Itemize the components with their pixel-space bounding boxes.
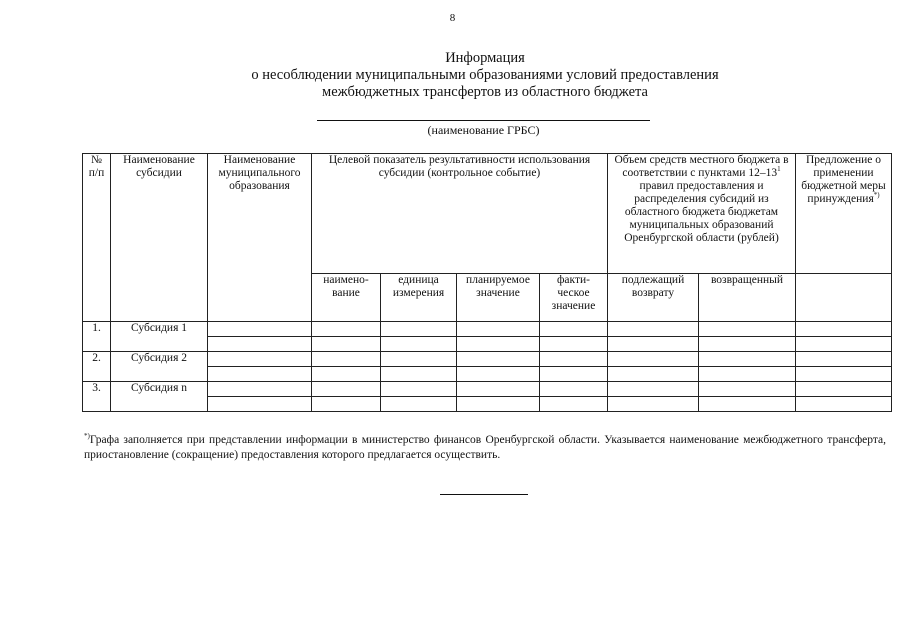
subheader-planned: планируемое значение <box>457 274 540 322</box>
local-funds-text: Объем средств местного бюджета в соответствии с пунктами 12–13 <box>614 154 789 179</box>
title-line-3: межбюджетных трансфертов из областного бюджета <box>322 84 648 100</box>
table-row <box>83 322 892 337</box>
header-local-funds <box>608 154 796 274</box>
header-target-indicator: Целевой показатель результативности использования субсидии (контрольное событие) <box>312 154 608 274</box>
table-row <box>83 382 892 397</box>
row-num: 3. <box>83 382 111 412</box>
subheader-actual: факти-ческое значение <box>540 274 608 322</box>
end-separator <box>440 494 528 495</box>
title-line-2: о несоблюдении муниципальными образованиями условий предоставления <box>251 67 719 83</box>
header-subsidy-name: Наименование субсидии <box>111 154 208 322</box>
subheader-to-return: подлежащий возврату <box>608 274 699 322</box>
row-subsidy-name: Субсидия 1 <box>111 322 208 352</box>
header-proposal <box>796 154 892 274</box>
row-num: 2. <box>83 352 111 382</box>
report-table <box>82 153 892 412</box>
document-title <box>0 50 905 101</box>
local-funds-text-tail: правил предоставления и распределения субсидий из областного бюджета бюджетам муниципальных образований Оренбургской области (рублей) <box>624 180 779 244</box>
title-line-1: Информация <box>445 50 525 66</box>
footnote <box>84 433 886 463</box>
subheader-proposal-empty <box>796 274 892 322</box>
proposal-text: Предложение о применении бюджетной меры принуждения <box>801 154 886 205</box>
row-subsidy-name: Субсидия 2 <box>111 352 208 382</box>
subheader-returned: возвращенный <box>699 274 796 322</box>
footnote-text: Графа заполняется при представлении информации в министерство финансов Оренбургской области. Указывается наименование межбюджетного трансферта, приостановление (сокращение) предоставления которого предлагается осуществить. <box>84 434 886 461</box>
local-funds-footnote-ref: 1 <box>777 165 781 174</box>
header-num: № п/п <box>83 154 111 322</box>
row-subsidy-name: Субсидия n <box>111 382 208 412</box>
subheader-unit: единица измерения <box>381 274 457 322</box>
header-municipality-name: Наименование муниципального образования <box>208 154 312 322</box>
footnote-marker: *) <box>84 432 90 441</box>
row-num: 1. <box>83 322 111 352</box>
grbs-underline <box>317 120 650 121</box>
grbs-caption: (наименование ГРБС) <box>427 123 540 137</box>
subheader-indicator-name: наимено-вание <box>312 274 381 322</box>
table-row <box>83 352 892 367</box>
page-number: 8 <box>449 12 456 24</box>
proposal-footnote-ref: *) <box>873 191 880 200</box>
